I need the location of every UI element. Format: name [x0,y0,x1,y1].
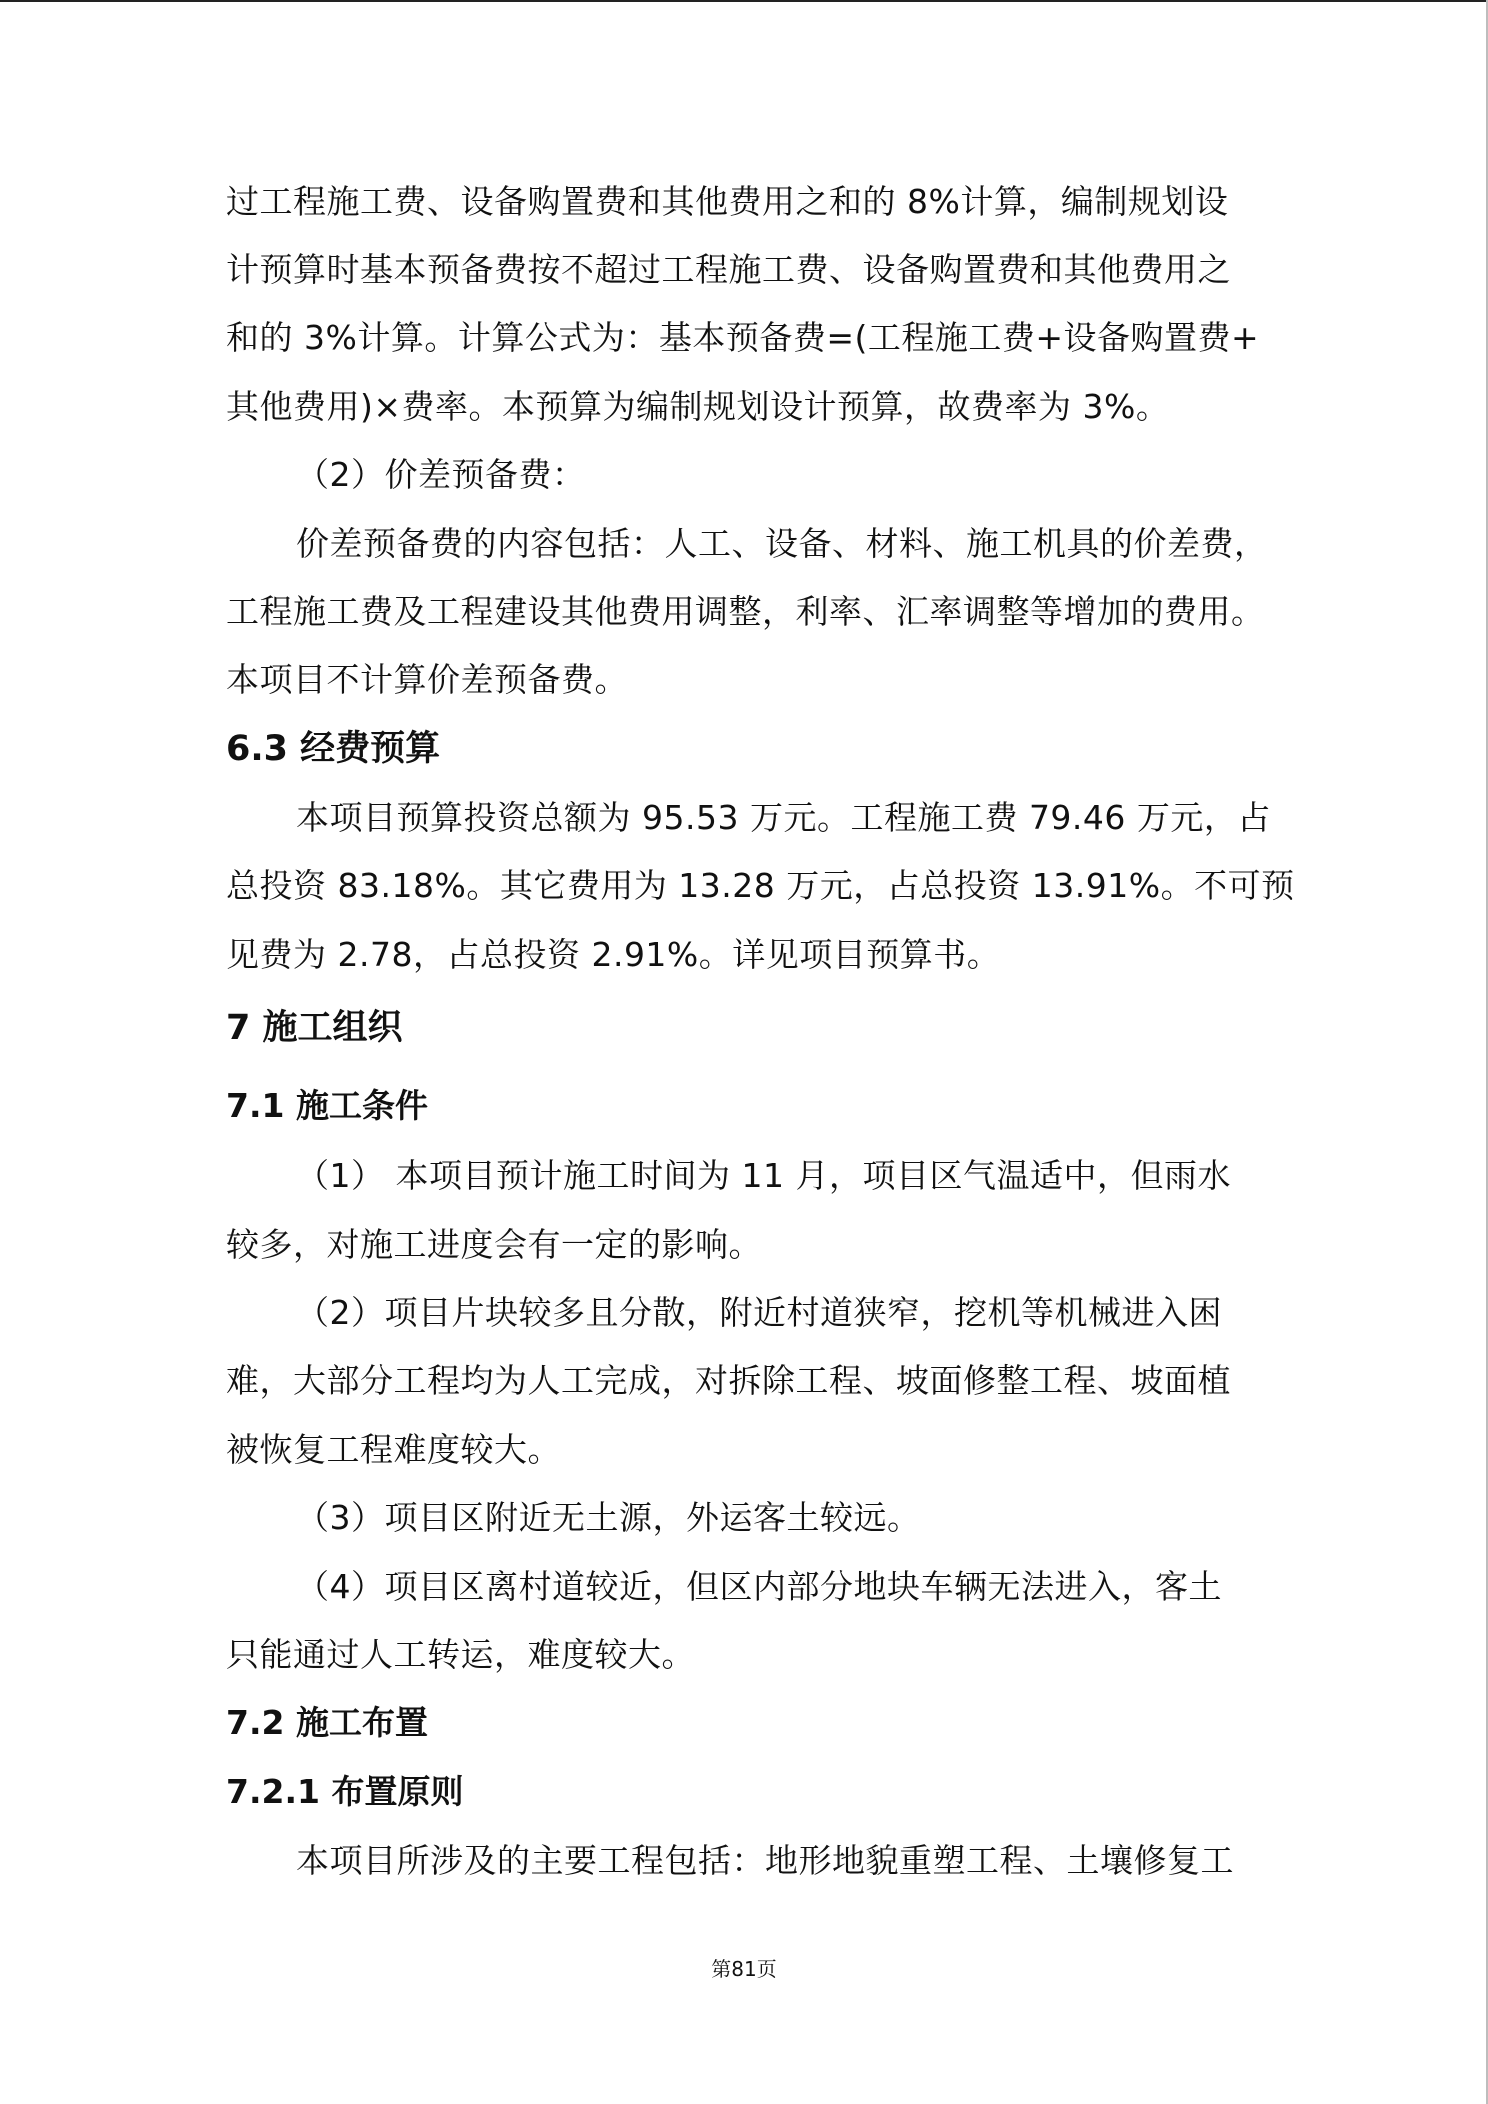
section-heading-6-3: 6.3 经费预算 [226,729,441,769]
body-line: 本项目不计算价差预备费。 [226,660,628,699]
page-number: 第81页 [711,1957,777,1981]
chapter-heading-7: 7 施工组织 [226,1008,403,1048]
section-heading-7-2: 7.2 施工布置 [226,1703,428,1742]
subsection-title: （2）价差预备费： [296,455,586,494]
body-line: 工程施工费及工程建设其他费用调整，利率、汇率调整等增加的费用。 [226,592,1265,631]
body-line: （2）项目片块较多且分散，附近村道狭窄，挖机等机械进入困 [296,1293,1222,1332]
body-line: 总投资 83.18%。其它费用为 13.28 万元，占总投资 13.91%。不可预 [226,866,1295,905]
page-top-border [0,0,1488,2]
body-line: 其他费用)×费率。本预算为编制规划设计预算，故费率为 3%。 [226,387,1170,426]
body-line: （1） 本项目预计施工时间为 11 月，项目区气温适中，但雨水 [296,1156,1231,1195]
body-line: （4）项目区离村道较近，但区内部分地块车辆无法进入，客土 [296,1567,1222,1606]
body-line: 见费为 2.78，占总投资 2.91%。详见项目预算书。 [226,935,1001,974]
body-line: （3）项目区附近无土源，外运客土较远。 [296,1498,921,1537]
body-line: 较多，对施工进度会有一定的影响。 [226,1225,762,1264]
body-line: 难，大部分工程均为人工完成，对拆除工程、坡面修整工程、坡面植 [226,1361,1231,1400]
section-heading-7-2-1: 7.2.1 布置原则 [226,1772,464,1811]
body-line: 计预算时基本预备费按不超过工程施工费、设备购置费和其他费用之 [226,250,1231,289]
body-line: 被恢复工程难度较大。 [226,1430,561,1469]
body-line: 本项目预算投资总额为 95.53 万元。工程施工费 79.46 万元，占 [296,798,1271,837]
body-line: 价差预备费的内容包括：人工、设备、材料、施工机具的价差费， [296,524,1268,563]
body-line: 过工程施工费、设备购置费和其他费用之和的 8%计算，编制规划设 [226,182,1229,221]
section-heading-7-1: 7.1 施工条件 [226,1086,428,1125]
body-line: 本项目所涉及的主要工程包括：地形地貌重塑工程、土壤修复工 [296,1841,1234,1880]
body-line: 和的 3%计算。计算公式为：基本预备费=(工程施工费+设备购置费+ [226,318,1260,357]
body-line: 只能通过人工转运，难度较大。 [226,1635,695,1674]
